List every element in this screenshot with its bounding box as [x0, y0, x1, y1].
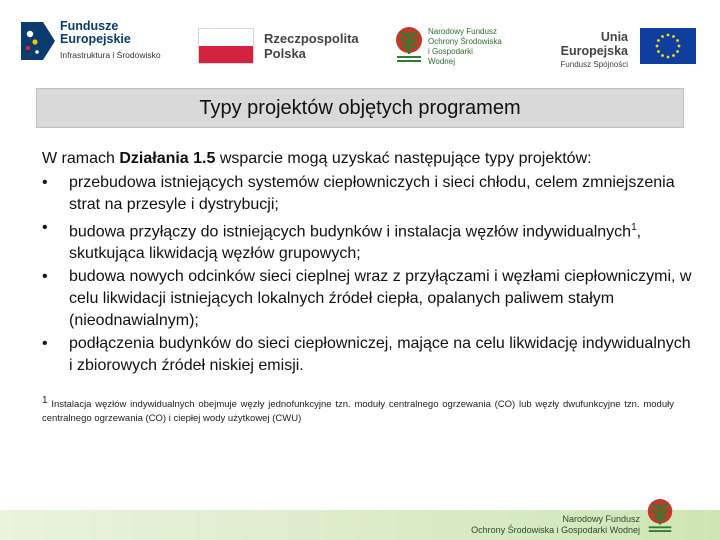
eu-flag-icon — [640, 28, 696, 64]
footer-nfosigw-logo — [470, 494, 710, 540]
footnote — [42, 394, 674, 426]
eu-star-icon — [656, 45, 659, 48]
eu-star-icon — [657, 50, 660, 53]
nf-logo-line2: Ochrony Środowiska — [428, 37, 502, 46]
nf-logo-line3: i Gospodarki Wodnej — [428, 47, 473, 66]
nf-logo-line1: Narodowy Fundusz — [428, 27, 497, 36]
bullet-icon: • — [42, 335, 48, 353]
list-item — [42, 217, 692, 265]
rzeczpospolita-polska-logo — [198, 28, 368, 68]
list-item-text-cont: , skutkująca likwidacją węzłów grupowych; — [69, 223, 642, 263]
list-item-text: budowa nowych odcinków sieci cieplnej wraz z przyłączami i węzłami ciepłowniczymi, w celu likwidacji istniejących lokalnych źródeł ciepła, opalanych paliwem stałym (nieodnawialnym); — [69, 268, 692, 330]
footer-tree-icon — [644, 496, 676, 536]
bullet-icon: • — [42, 219, 48, 236]
eu-star-icon — [657, 39, 660, 42]
fe-logo-line2: Europejskie — [60, 32, 131, 46]
nfosigw-tree-icon — [392, 24, 426, 66]
intro-after: wsparcie mogą uzyskać następujące typy projektów: — [215, 150, 592, 167]
project-types-list — [42, 172, 692, 377]
eu-star-icon — [672, 35, 675, 38]
footer-logo-line2: Ochrony Środowiska i Gospodarki Wodnej — [471, 525, 640, 535]
intro-paragraph — [42, 148, 692, 170]
unia-europejska-logo — [530, 28, 700, 68]
list-item-text: przebudowa istniejących systemów ciepłowniczych i sieci chłodu, celem zmniejszenia strat na przesyle i dystrybucji; — [69, 174, 675, 213]
list-item — [42, 266, 692, 332]
footer-logo-line1: Narodowy Fundusz — [562, 514, 640, 524]
fe-logo-line3: Infrastruktura i Środowisko — [60, 50, 161, 60]
list-item-text: podłączenia budynków do sieci ciepłowniczej, mające na celu likwidację indywidualnych i zbiorowych źródeł niskiej emisji. — [69, 335, 691, 375]
rp-logo-line1: Rzeczpospolita — [264, 31, 359, 46]
eu-star-icon — [678, 45, 681, 48]
bullet-icon: • — [42, 174, 48, 191]
list-item-text: budowa przyłączy do istniejących budynków i instalacja węzłów indywidualnych — [69, 223, 632, 241]
polish-flag-icon — [198, 28, 254, 64]
eu-star-icon — [667, 56, 670, 59]
eu-star-icon — [676, 50, 679, 53]
eu-star-icon — [667, 34, 670, 37]
logo-strip — [0, 0, 720, 80]
eu-star-icon — [672, 54, 675, 57]
bullet-icon: • — [42, 268, 48, 286]
eu-star-icon — [661, 35, 664, 38]
list-item — [42, 172, 692, 216]
rp-logo-line2: Polska — [264, 46, 306, 61]
list-item — [42, 333, 692, 377]
footnote-marker: 1 — [42, 395, 48, 406]
fundusze-europejskie-logo — [20, 16, 180, 68]
eu-star-icon — [661, 54, 664, 57]
fe-logo-line1: Fundusze — [60, 19, 119, 33]
main-content — [42, 148, 692, 378]
ue-logo-line2: Fundusz Spójności — [560, 60, 628, 69]
eu-star-icon — [676, 39, 679, 42]
fundusze-europejskie-emblem-icon — [20, 16, 56, 66]
nfosigw-logo — [392, 24, 502, 72]
page-title: Typy projektów objętych programem — [199, 96, 521, 119]
ue-logo-line1: Unia Europejska — [560, 30, 628, 58]
footnote-text: Instalacja węzłów indywidualnych obejmuje węzły jednofunkcyjne tzn. moduły centralnego ogrzewania (CO) lub węzły dwufunkcyjne tzn. moduły centralnego ogrzewania (CO) i ciepłej wody użytkowej (CWU) — [42, 399, 674, 425]
title-banner — [36, 88, 684, 128]
intro-bold: Działania 1.5 — [119, 150, 216, 167]
intro-before: W ramach — [42, 150, 120, 167]
footnote-ref: 1 — [631, 222, 637, 233]
